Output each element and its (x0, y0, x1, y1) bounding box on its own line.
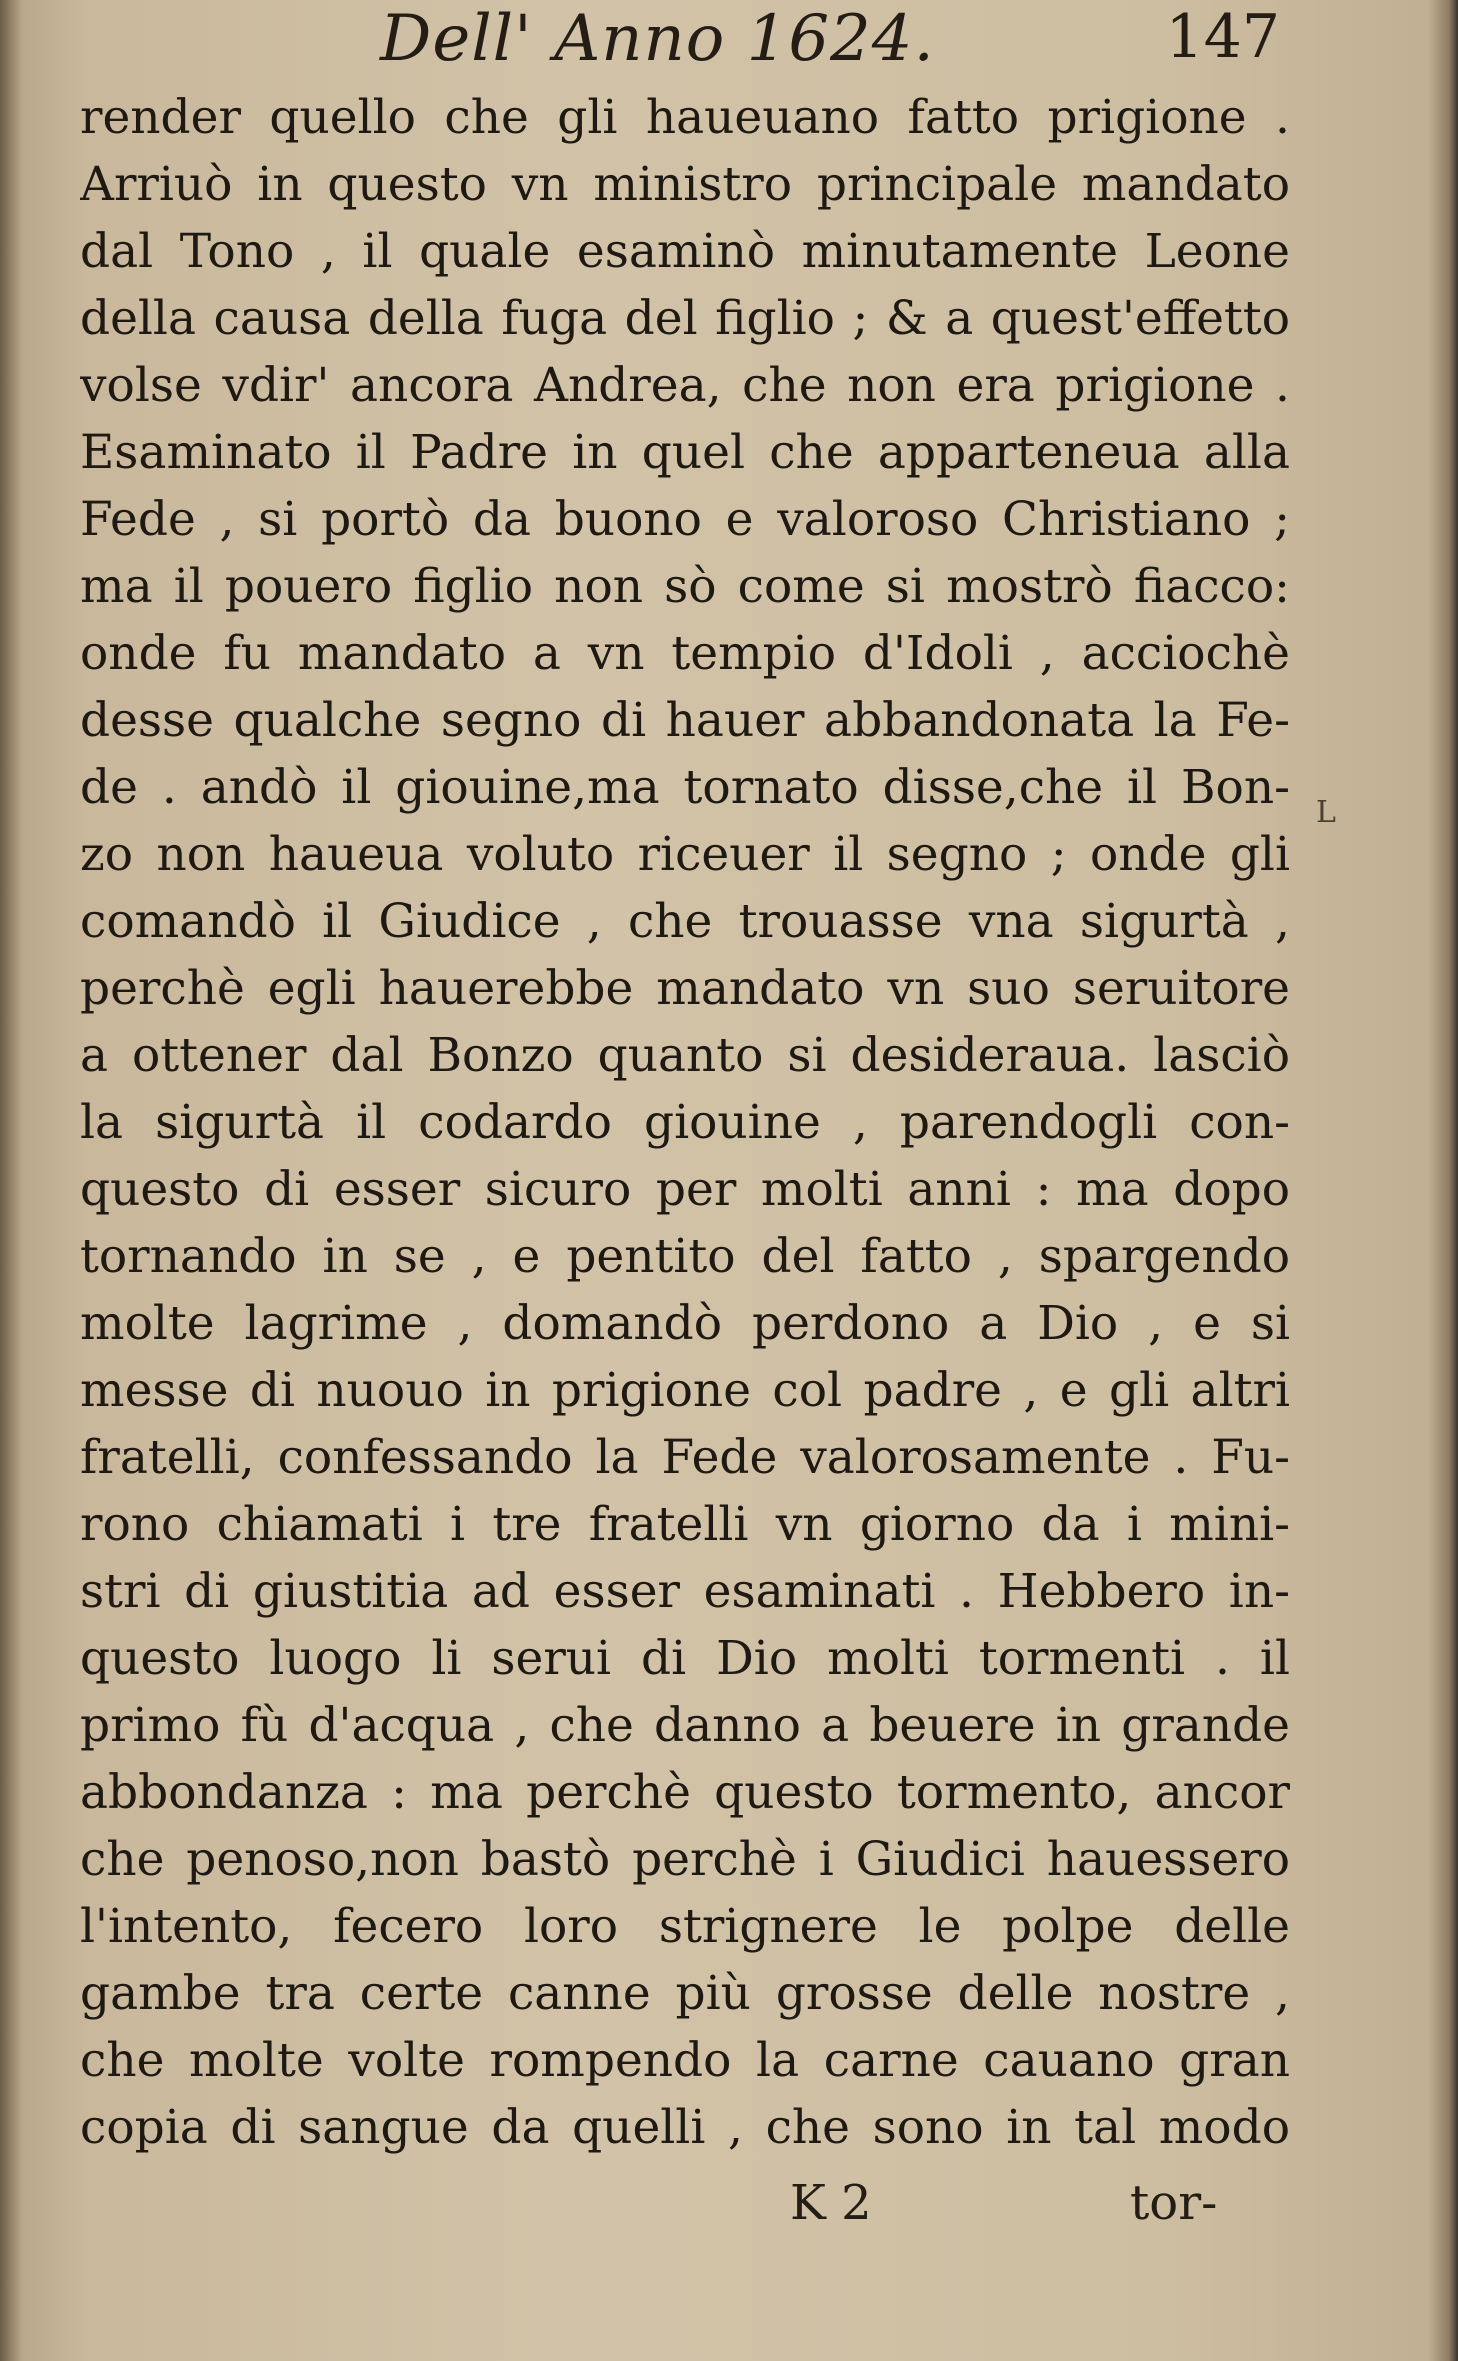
catchword: tor- (1130, 2175, 1218, 2231)
signature-mark: K 2 (790, 2175, 872, 2231)
text-line: fratelli, confessando la Fede valorosamente . Fu- (80, 1430, 1290, 1485)
text-line: abbondanza : ma perchè questo tormento, ancor (80, 1765, 1290, 1820)
text-line: l'intento, fecero loro strignere le polpe delle (80, 1899, 1290, 1954)
text-line: Esaminato il Padre in quel che apparteneua alla (80, 425, 1290, 480)
text-line: render quello che gli haueuano fatto prigione . (80, 90, 1290, 145)
page-footer (780, 2175, 1300, 2245)
text-line: che molte volte rompendo la carne cauano gran (80, 2033, 1290, 2088)
text-line: dal Tono , il quale esaminò minutamente Leone (80, 224, 1290, 279)
text-line: comandò il Giudice , che trouasse vna sigurtà , (80, 894, 1290, 949)
text-line: de . andò il giouine,ma tornato disse,che il Bon- (80, 760, 1290, 815)
text-line: la sigurtà il codardo giouine , parendogli con- (80, 1095, 1290, 1150)
text-line: ma il pouero figlio non sò come si mostrò fiacco: (80, 559, 1290, 614)
text-line: zo non haueua voluto riceuer il segno ; onde gli (80, 827, 1290, 882)
text-line: perchè egli hauerebbe mandato vn suo seruitore (80, 961, 1290, 1016)
text-line: rono chiamati i tre fratelli vn giorno da i mini- (80, 1497, 1290, 1552)
text-line: questo luogo li serui di Dio molti tormenti . il (80, 1631, 1290, 1686)
text-line: Arriuò in questo vn ministro principale mandato (80, 157, 1290, 212)
text-line: copia di sangue da quelli , che sono in tal modo (80, 2100, 1290, 2155)
body-text (80, 84, 1290, 2161)
text-line: primo fù d'acqua , che danno a beuere in grande (80, 1698, 1290, 1753)
text-line: che penoso,non bastò perchè i Giudici hauessero (80, 1832, 1290, 1887)
running-title: Dell' Anno 1624. (380, 2, 935, 76)
running-head (380, 0, 1280, 80)
margin-mark: L (1316, 795, 1336, 830)
text-line: desse qualche segno di hauer abbandonata la Fe- (80, 693, 1290, 748)
page-binding-shadow (0, 0, 22, 2361)
text-line: molte lagrime , domandò perdono a Dio , e si (80, 1296, 1290, 1351)
text-line: messe di nuouo in prigione col padre , e gli altri (80, 1363, 1290, 1418)
page-edge-shadow (1428, 0, 1458, 2361)
text-line: stri di giustitia ad esser esaminati . Hebbero in- (80, 1564, 1290, 1619)
text-line: a ottener dal Bonzo quanto si desideraua. lasciò (80, 1028, 1290, 1083)
text-line: della causa della fuga del figlio ; & a quest'effetto (80, 291, 1290, 346)
text-line: onde fu mandato a vn tempio d'Idoli , acciochè (80, 626, 1290, 681)
text-line: questo di esser sicuro per molti anni : ma dopo (80, 1162, 1290, 1217)
text-line: Fede , si portò da buono e valoroso Christiano ; (80, 492, 1290, 547)
page-number: 147 (1165, 2, 1280, 72)
text-line: volse vdir' ancora Andrea, che non era prigione . (80, 358, 1290, 413)
text-line: gambe tra certe canne più grosse delle nostre , (80, 1966, 1290, 2021)
text-line: tornando in se , e pentito del fatto , spargendo (80, 1229, 1290, 1284)
